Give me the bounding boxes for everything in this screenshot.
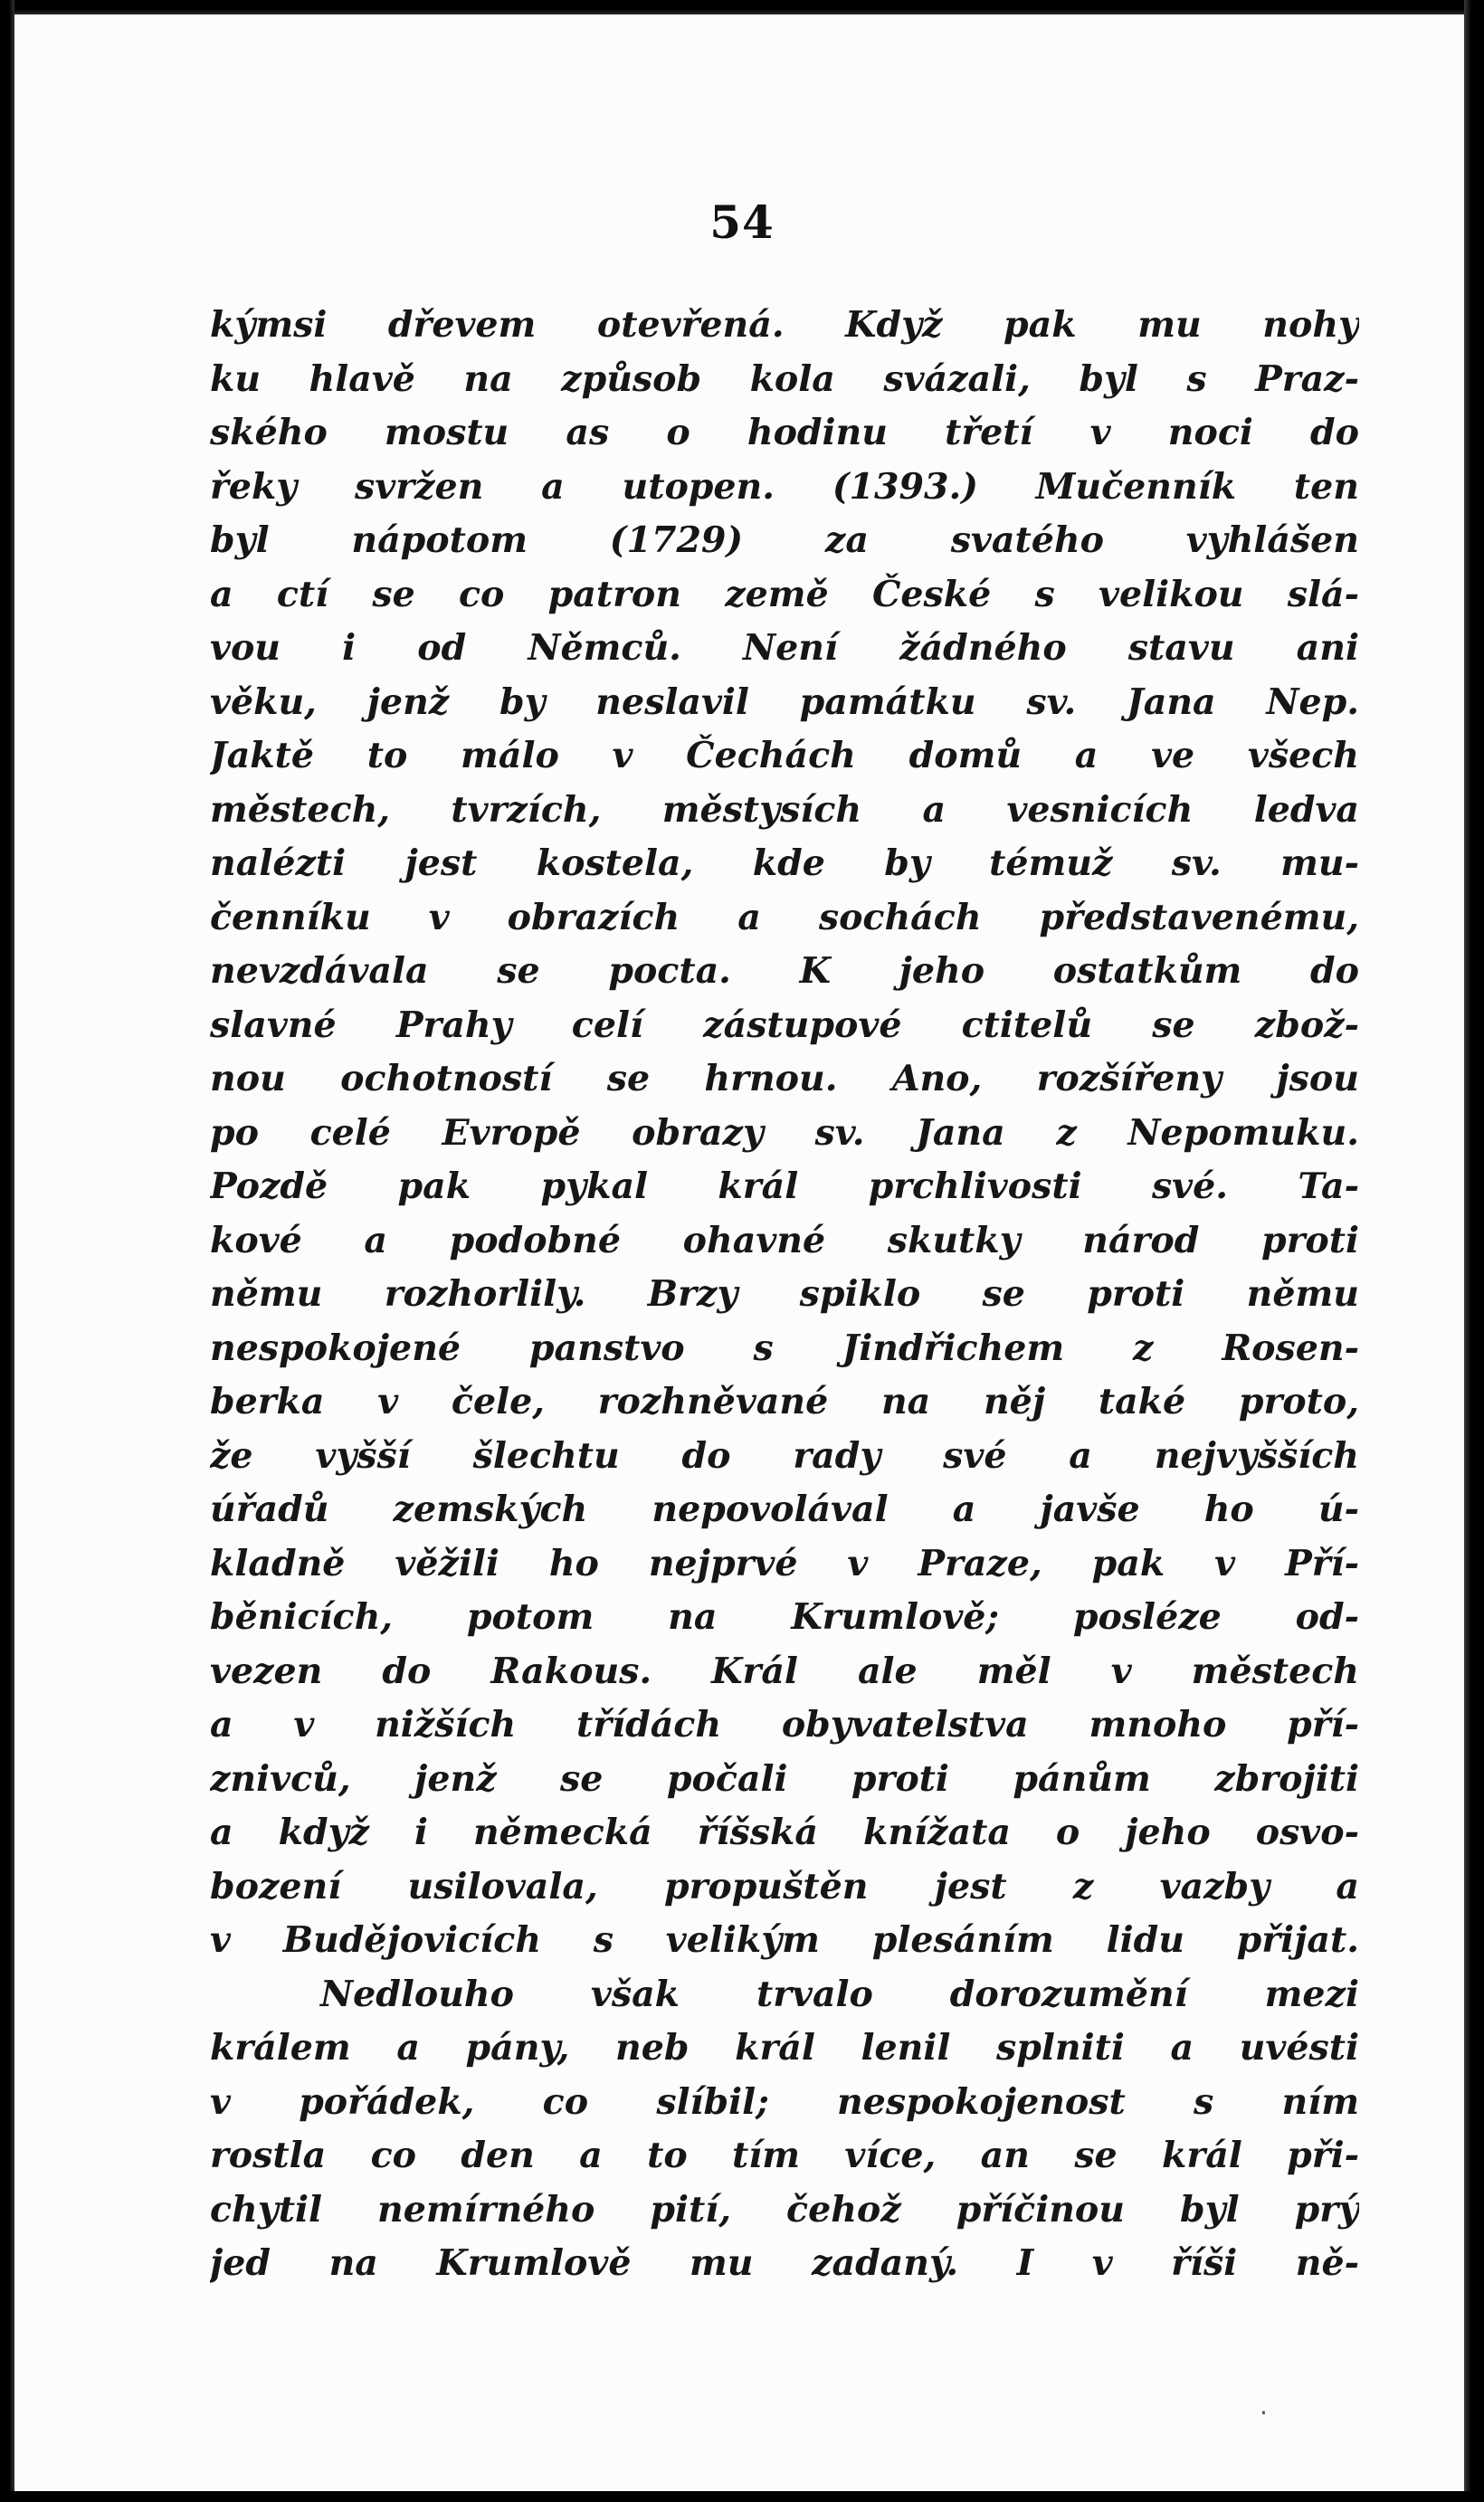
text-line: chytil nemírného pití, čehož příčinou byl prý (210, 2188, 1359, 2231)
text-line: vou i od Němců. Není žádného stavu ani (210, 627, 1359, 669)
text-line: kové a podobné ohavné skutky národ proti (210, 1219, 1359, 1261)
text-line: v Budějovicích s velikým plesáním lidu přijat. (210, 1919, 1359, 1961)
scan-border-bottom (0, 2491, 1484, 2502)
text-line: králem a pány, neb král lenil splniti a uvésti (210, 2027, 1359, 2069)
text-line: a v nižších třídách obyvatelstva mnoho pří- (210, 1704, 1359, 1746)
text-line: běnicích, potom na Krumlově; posléze od- (210, 1596, 1359, 1638)
text-line: berka v čele, rozhněvané na něj také proto, (210, 1381, 1359, 1422)
text-line: a když i německá říšská knížata o jeho osvo- (210, 1812, 1359, 1853)
text-line: vezen do Rakous. Král ale měl v městech (210, 1650, 1359, 1692)
page-number: 54 (709, 195, 775, 249)
text-line: čenníku v obrazích a sochách představenému, (210, 896, 1359, 938)
text-line: ku hlavě na způsob kola svázali, byl s Praz- (210, 357, 1359, 400)
text-line: a ctí se co patron země České s velikou slá- (210, 573, 1359, 615)
text-line: byl nápotom (1729) za svatého vyhlášen (210, 519, 1359, 561)
paragraph-start-line: Nedlouho však trvalo dorozumění mezi (320, 1973, 1359, 2015)
text-line: Jaktě to málo v Čechách domů a ve všech (210, 735, 1359, 776)
body-text (210, 299, 1359, 2291)
text-line: nou ochotností se hrnou. Ano, rozšířeny jsou (210, 1058, 1359, 1099)
text-line: úřadů zemských nepovolával a javše ho ú- (210, 1489, 1359, 1530)
text-line: věku, jenž by neslavil památku sv. Jana Nep. (210, 680, 1359, 723)
scan-border-right (1464, 0, 1484, 2502)
text-line: že vyšší šlechtu do rady své a nejvyšších (210, 1434, 1359, 1477)
scan-speck: · (1260, 2398, 1268, 2428)
text-line: znivců, jenž se počali proti pánům zbrojiti (210, 1757, 1359, 1800)
text-line: kladně věžili ho nejprvé v Praze, pak v Pří- (210, 1542, 1359, 1584)
text-line: po celé Evropě obrazy sv. Jana z Nepomuku. (210, 1111, 1359, 1154)
text-line: Pozdě pak pykal král prchlivosti své. Ta- (210, 1165, 1359, 1207)
text-line: nalézti jest kostela, kde by témuž sv. mu- (210, 842, 1359, 884)
scan-border-top (0, 0, 1484, 14)
scan-border-left (0, 0, 14, 2502)
text-line: bození usilovala, propuštěn jest z vazby a (210, 1865, 1359, 1907)
text-line: nespokojené panstvo s Jindřichem z Rosen- (210, 1327, 1359, 1369)
text-line: v pořádek, co slíbil; nespokojenost s ním (210, 2080, 1359, 2123)
text-line: nevzdávala se pocta. K jeho ostatkům do (210, 950, 1359, 992)
text-line: kýmsi dřevem otevřená. Když pak mu nohy (210, 304, 1359, 346)
text-line: řeky svržen a utopen. (1393.) Mučenník ten (210, 465, 1359, 508)
text-line: slavné Prahy celí zástupové ctitelů se zbož- (210, 1004, 1359, 1046)
text-line: němu rozhorlily. Brzy spiklo se proti němu (210, 1273, 1359, 1315)
text-line: městech, tvrzích, městysích a vesnicích ledva (210, 788, 1359, 831)
text-line: rostla co den a to tím více, an se král při- (210, 2135, 1359, 2176)
text-line: ského mostu as o hodinu třetí v noci do (210, 412, 1359, 453)
text-line: jed na Krumlově mu zadaný. I v říši ně- (210, 2242, 1359, 2284)
